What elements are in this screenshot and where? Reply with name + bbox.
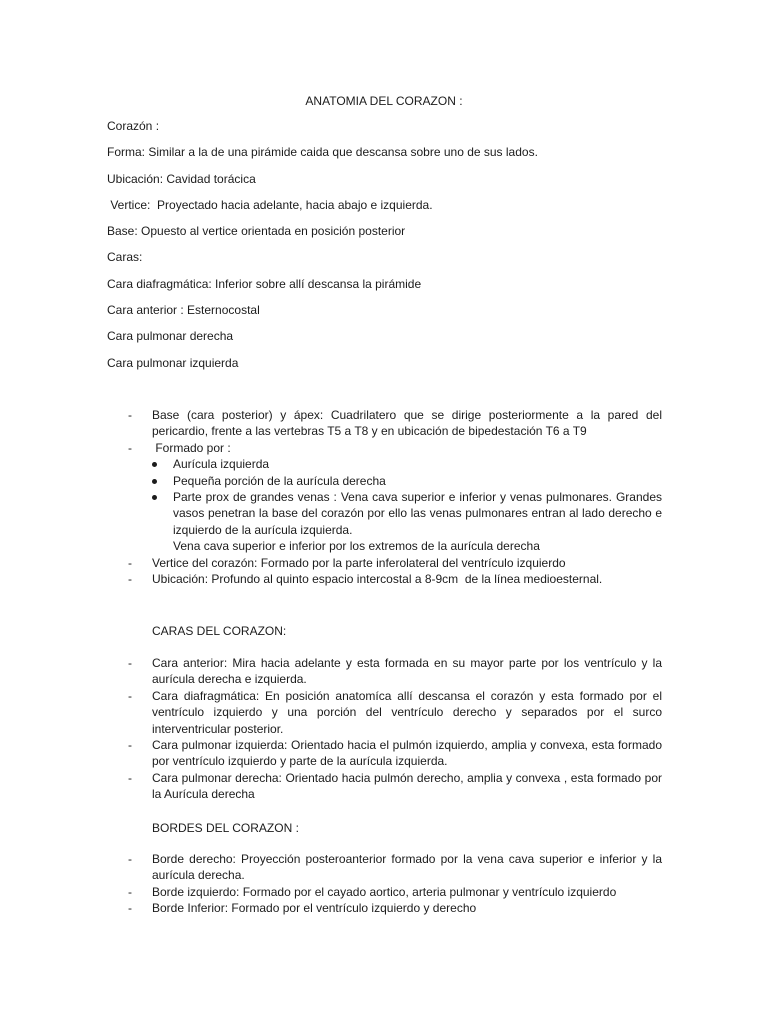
bullet-item-extra: Vena cava superior e inferior por los extremos de la aurícula derecha — [173, 539, 540, 554]
list-item-base: - Base (cara posterior) y ápex: Cuadrilatero que se dirige posteriormente a la pared del pericardio, frente a las vertebras T5 a T8 y en ubicación de bipedestación T6 a T9 — [107, 407, 662, 440]
intro-line: Cara anterior : Esternocostal — [107, 303, 260, 318]
list-item-formado-por — [107, 440, 662, 555]
list-item-borde: - Borde Inferior: Formado por el ventrículo izquierdo y derecho — [107, 900, 662, 916]
intro-line: Base: Opuesto al vertice orientada en posición posterior — [107, 224, 406, 239]
list-item-cara: - Cara anterior: Mira hacia adelante y esta formada en su mayor parte por los ventrículo y la aurícula derecha e izquierda. — [107, 655, 662, 688]
bordes-list — [107, 851, 662, 917]
document-title: ANATOMIA DEL CORAZON : — [305, 94, 463, 108]
structure-list — [107, 407, 662, 587]
intro-line: Cara diafragmática: Inferior sobre allí descansa la pirámide — [107, 276, 422, 291]
intro-line: Cara pulmonar derecha — [107, 329, 234, 344]
formado-por-bullets — [152, 456, 662, 554]
list-item-cara: - Cara pulmonar derecha: Orientado hacia pulmón derecho, amplia y convexa , esta formado por la Aurícula derecha — [107, 770, 662, 803]
intro-line: Vertice: Proyectado hacia adelante, hacia abajo e izquierda. — [107, 197, 433, 212]
intro-line: Forma: Similar a la de una pirámide caida que descansa sobre uno de sus lados. — [107, 145, 538, 160]
intro-line: Corazón : — [107, 119, 160, 133]
bullet-item: Pequeña porción de la aurícula derecha — [152, 473, 662, 489]
list-item-borde: - Borde derecho: Proyección posteroanterior formado por la vena cava superior e inferior y la aurícula derecha. — [107, 851, 662, 884]
intro-line: Cara pulmonar izquierda — [107, 355, 239, 370]
intro-section — [107, 118, 667, 381]
intro-line: Caras: — [107, 250, 143, 265]
caras-heading: CARAS DEL CORAZON: — [152, 624, 287, 638]
list-item-cara: - Cara diafragmática: En posición anatomíca allí descansa el corazón y esta formado por el ventrículo izquierdo y una porción del ventrículo derecho y separados por el surco interventricular posterior. — [107, 688, 662, 737]
bullet-item: Aurícula izquierda — [152, 456, 662, 472]
list-item-vertice: - Vertice del corazón: Formado por la parte inferolateral del ventrículo izquierdo — [107, 555, 662, 571]
list-item-ubicacion: - Ubicación: Profundo al quinto espacio intercostal a 8-9cm de la línea medioesternal. — [107, 571, 662, 587]
caras-list — [107, 655, 662, 803]
intro-line: Ubicación: Cavidad torácica — [107, 171, 256, 186]
formado-por-label: Formado por : — [152, 440, 231, 455]
bullet-item — [152, 489, 662, 555]
bullet-item-text: Parte prox de grandes venas : Vena cava superior e inferior y venas pulmonares. Grandes vasos penetran la base del corazón por ello las venas pulmonares entran al lado derecho e izquierdo de la aurícula izquierda. — [173, 490, 662, 537]
list-item-borde: - Borde izquierdo: Formado por el cayado aortico, arteria pulmonar y ventrículo izquierdo — [107, 884, 662, 900]
bordes-heading: BORDES DEL CORAZON : — [152, 821, 299, 835]
list-item-cara: - Cara pulmonar izquierda: Orientado hacia el pulmón izquierdo, amplia y convexa, esta formado por ventrículo izquierdo y parte de la aurícula izquierda. — [107, 737, 662, 770]
